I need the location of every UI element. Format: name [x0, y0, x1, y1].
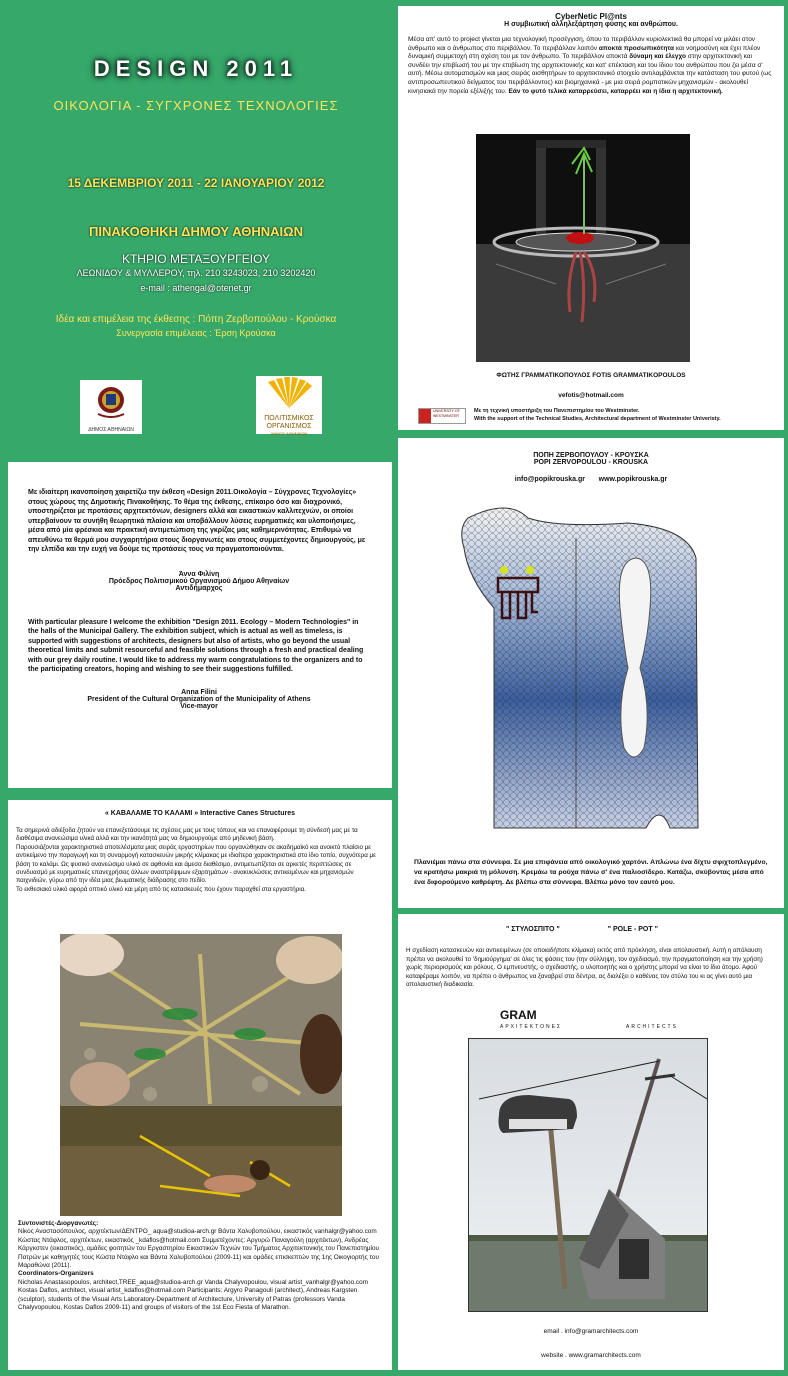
welcome-greek: Με ιδιαίτερη ικανοποίηση χαιρετίζω την έκθεση «Design 2011.Οικολογία – Σύγχρονες Τεχνολογίες» στους χώρους της Δημοτικής Πινακοθήκης. Το θέμα της έκθεσης, επίκαιρο όσο και διαχρονικό, υποστηρίζεται με προτάσεις αρχιτεκτόνων, designers αλλά και εικαστικών καλλιτεχνών, οι οποίοι υπερβαίνουν τα συνήθη θεωρητικά πλαίσια και υποβάλλουν λύσεις ευρηματικές και υλοποιήσιμες, μέσα από μία φρέσκια και πρακτική αντιμετώπιση της γκρίζας μας καθημερινότητας. Επιθυμώ να απευθύνω τα θερμά μου συγχαρητήρια στους διοργανωτές και στους συμμετέχοντες δημιουργούς, με την ελπίδα και την ευχή να δούμε τις προτάσεις τους να πραγματοποιούνται.: [28, 489, 366, 553]
pole-title-gr: " ΣΤΥΛΟΣΠΙΤΟ ": [506, 926, 560, 933]
gram-logo: GRAM: [500, 1008, 537, 1022]
cover-subtitle: ΟΙΚΟΛΟΓΙΑ - ΣΥΓΧΡΟΝΕΣ ΤΕΧΝΟΛΟΓΙΕΣ: [53, 98, 339, 113]
logo2-line1: ΠΟΛΙΤΙΣΜΙΚΟΣ: [264, 415, 314, 422]
cyber-p3-bold: Εάν το φυτό τελικά καταρρεύσει, καταρρέει και η ίδια η αρχιτεκτονική.: [508, 87, 723, 95]
cyber-p2: και νοημοσύνη και έχει πλέον δυναμική συμμετοχή στη σχέση του με τον άνθρωπο. Το περιβάλλον αποκτά: [408, 44, 761, 61]
logo1-caption: ΔΗΜΟΣ ΑΘΗΝΑΙΩΝ: [88, 427, 134, 433]
cyber-author: ΦΩΤΗΣ ΓΡΑΜΜΑΤΙΚΟΠΟΥΛΟΣ FOTIS GRAMMATIKOPOULOS: [496, 372, 686, 379]
pole-pot-panel: [398, 914, 784, 1370]
canes-p2: Παρουσιάζονται χαρακτηριστικά αποτελέσματα μιας σειράς εργαστηρίων που οργανώθηκαν σε ακαδημαϊκό και ανοικτό πλαίσιο με αντικείμενο την παραγωγή και τη συναρμογή κατασκευών μικρής κλίμακας με ιδιαίτερα χαρακτηριστικά στο ίδιο τοπίο, συχνότερα με βάση το καλάμι. Ως φυσικό ανανεώσιμο υλικό σε αφθονία και άμεσα διαθέσιμο, αντιμετωπίζεται σε αρκετές περιπτώσεις σε συνδυασμό με ευρηματικές επανεχρήσεις άλλων αναστρέψιμων εξαρτημάτων - ανακυκλώσεις αντικειμένων και μηχανισμών παιχνιδιών, γύρω από την ιδέα μιας βιωματικής διάδρασης στο πεδίο.: [16, 843, 376, 885]
welcome-sig-gr-title: Πρόεδρος Πολιτισμικού Οργανισμού Δήμου Αθηναίων: [108, 577, 290, 585]
cyber-email: vefotis@hotmail.com: [558, 392, 624, 399]
popi-caption: Πλανιέμαι πάνω στα σύννεφα. Σε μια επιφάνεια από οικολογικό χαρτόνι. Απλώνω ένα δίχτυ σφιχτοπλεγμένο, να κρατήσω μακριά τη μόλυνση. Κρεμάω τα ρούχα πάνω σ' ένα παλιοσίδερο. Κατάζω, σκύβοντας μέσα από ένα διφορούμενο καθρέφτη. Δε βλέπω στα σύννεφα. Βλέπω μόνο τον εαυτό μου.: [414, 859, 768, 886]
logo2-line2: ΟΡΓΑΝΙΣΜΟΣ: [266, 423, 312, 430]
cyber-title: CyberNetic Pl@nts: [555, 12, 627, 21]
sun-fan-icon: [256, 376, 322, 410]
popi-email: info@popikrouska.gr: [514, 476, 585, 483]
canes-org-gr: Νίκος Αναστασόπουλος, αρχιτέκτων/ΔΕΝΤΡΟ_ aqua@studioa-arch.gr Βάντα Χαλυβοπούλου, εικαστικός vanhalgr@yahoo.com Κώστας Ντάφλος, αρχιτέκτων, εικαστικός _kdaflos@hotmail.com Συμμετέχοντες: Αργυρώ Παναγούλη (αρχιτέκτων), Ανδρέας Κάργκστεν (εικαστικός), ομάδες φοιτητών του Εργαστηρίου Εικαστικών Τεχνών του Τμήματος Αρχιτεκτονικής του Πανεπιστημίου Πατρών με καθηγητές τους Κώστα Ντάφλο και Βάντα Χαλυβοπούλου (2009-11) και ομάδες επισκεπτών της 1ης Οικογιορτής του Μαραθώνα (2011).: [18, 1228, 380, 1270]
canes-org-gr-heading: Συντονιστές-Διοργανωτές:: [18, 1220, 99, 1227]
cover-venue: ΠΙΝΑΚΟΘΗΚΗ ΔΗΜΟΥ ΑΘΗΝΑΙΩΝ: [89, 224, 303, 239]
cyber-support-gr: Με τη τεχνική υποστήριξη του Πανεπιστημίου του Westminster.: [474, 408, 640, 414]
logo2-line3: ΔΗΜΟΥ ΑΘΗΝΑΙΩΝ: [270, 431, 308, 436]
welcome-sig-gr-role: Αντιδήμαρχος: [175, 584, 223, 592]
cover-title: DESIGN 2011: [93, 56, 299, 81]
welcome-sig-gr-name: Άννα Φιλίνη: [178, 570, 220, 578]
pole-web: website . www.gramarchitects.com: [541, 1352, 641, 1359]
pole-text: Η σχεδίαση κατασκευών και αντικειμένων (σε οποιαδήποτε κλίμακα) εκτός από πρόκληση, είναι απολαυστική. Αυτή η απόλαυση πρέπει να ακολουθεί το 'δημιούργημα' σε όλες τις φάσεις του (την σύλληψη, τον σχεδιασμό, την πραγματοποίηση και την χρήση) χωρίς περιορισμούς και ρόλους. Ο εμπνευστής, ο σχεδιαστής, ο υλοποιητής και ο χρήστης μπορεί να είναι το ίδιο άτομο. Αφού καταφέραμε λοιπόν, να πρέπει ο άνθρωπος να ξαναβρεί στα δέντρα, ας διαλέξει ο καθένας τον στύλο του κι ας γίνει αυτό μια απολαυστική διαδικασία.: [406, 947, 763, 989]
pole-titles: [398, 926, 784, 933]
popi-panel: [398, 438, 784, 908]
cyber-render-image: [476, 134, 690, 362]
pole-email: email . info@gramarchitects.com: [543, 1328, 639, 1335]
athens-municipality-logo: [80, 380, 142, 434]
cyber-p2-bold: δύναμη και έλεγχο: [629, 53, 687, 61]
westminster-logo: [418, 408, 466, 424]
cyber-support-en: With the support of the Technical Studies, Architectural department of Westminster Univeristy.: [474, 416, 721, 422]
cyber-p1-bold: αποκτά προσωπικότητα: [598, 44, 675, 52]
cyber-p1: Μέσα απ' αυτό το project γίνεται μια τεχνολογική προσέγγιση, όπου το περιβάλλον κυριολεκτικά θα μπορεί να μιλάει στον άνθρωπο και ο άνθρωπος στο περιβάλλον. Το περιβάλλον λοιπόν: [408, 36, 756, 52]
pole-title-en: " POLE - POT ": [607, 926, 658, 933]
cyber-subtitle: Η συμβιωτική αλληλεξάρτηση φύσης και ανθρώπου.: [504, 21, 678, 28]
popi-name-en: POPI ZERVOPOULOU - KROUSKA: [533, 459, 649, 466]
cyber-p3: στην αρχιτεκτονική και συνδέει την επιβίωσή του με την επιβίωση της αρχιτεκτονικής και κατ' επέκταση και του ίδιου του ανθρώπου που ζει μέσα σ' αυτή. Μέσω αυτοματισμών και μιας σειράς αισθητήρων το αρχιτεκτονικό στοιχείο αντιλαμβάνεται την κατάσταση του φυτού (ως αντιπροσωπευτικού δείγματος του περιβάλλοντος) και βιομηχανικά - με μια σειρά ρομποτικών μηχανισμών - ακολουθεί κινησιακά την πορεία εξέλιξής του.: [408, 53, 772, 95]
cover-email: e-mail : athengal@otenet.gr: [140, 283, 252, 293]
canes-panel: [8, 800, 392, 1370]
canes-title: « ΚΑΒΑΛΑΜΕ ΤΟ ΚΑΛΑΜΙ » Interactive Canes Structures: [104, 810, 296, 817]
welcome-sig-en-role: Vice-mayor: [180, 702, 218, 710]
popi-name-gr: ΠΟΠΗ ΖΕΡΒΟΠΟΥΛΟΥ - ΚΡΟΥΣΚΑ: [533, 452, 649, 459]
cultural-organization-logo: [256, 376, 322, 434]
canes-water-photo: [60, 1106, 342, 1216]
pole-pot-photo: [468, 1038, 708, 1312]
welcome-sig-en-name: Anna Filini: [181, 688, 217, 696]
cover-collab: Συνεργασία επιμέλειας : Έρση Κρούσκα: [116, 328, 276, 338]
westminster-logo-text: UNIVERSITY OF WESTMINSTER: [433, 409, 460, 418]
cover-dates: 15 ΔΕΚΕΜΒΡΙΟΥ 2011 - 22 ΙΑΝΟΥΑΡΙΟΥ 2012: [67, 176, 325, 190]
canes-organizers: [18, 1220, 382, 1312]
cover-panel: [0, 0, 392, 455]
canes-org-en: Nicholas Anastasopoulos, architect,TREE_aqua@studioa-arch.gr Vanda Chalyvopoulou, visual artist_vanhalgr@yahoo.com Kostas Daflos, architect, visual artist_kdaflos@hotmail.com Participants: Argyro Panagouli (architect), Andreas Kargsten (sculptor), students of the Visual Arts Laboratory-Department of Architecture, University of Patras (professors Vanda Chalyvopoulou, Kostas Daflos 2009-11) and groups of visitors of the 1st Eco Fiesta of Marathon.: [18, 1278, 368, 1312]
cybernetic-plants-panel: [398, 6, 784, 430]
cover-building: ΚΤΗΡΙΟ ΜΕΤΑΞΟΥΡΓΕΙΟΥ: [121, 252, 271, 266]
welcome-sig-en-title: President of the Cultural Organization of the Municipality of Athens: [87, 695, 311, 703]
municipality-emblem-icon: [80, 380, 142, 422]
popi-artwork: [398, 498, 784, 848]
gram-arch-gr: ΑΡΧΙΤΕΚΤΟΝΕΣ: [500, 1024, 563, 1030]
canes-p3: Το εκθεσιακό υλικό αφορά οπτικό υλικό και μέρη από τις κατασκευές που έχουν παραχθεί στα εργαστήρια.: [16, 885, 306, 893]
welcome-english: With particular pleasure I welcome the exhibition "Design 2011. Ecology – Modern Technologies" in the halls of the Municipal Gallery. The exhibition subject, which is actual as well as timeless, is supported with suggestions of architects, designers but also of artists, who go beyond the usual theoretical limits and submit resourceful and feasible solutions through a fresh and practical dealing with our grey daily routine. I would like to address my warm congratulations to the organizers and to the participating creators, hoping and wishing to see their suggestions fulfilled.: [28, 618, 364, 673]
gram-arch-en: ARCHITECTS: [626, 1024, 678, 1030]
cyber-render-graphic: [476, 134, 690, 362]
welcome-panel: [8, 462, 392, 788]
canes-p1: Τα σημερινά αδιέξοδα ζητούν να επανεξετάσουμε τις σχέσεις μας με τους τόπους και να επαναφέρουμε τη σύνδεσή μας με τα διαθέσιμα ανανεώσιμα υλικά αλλά και την ικανότητά μας να δημιουργούμε από μηδενική βάση.: [16, 827, 358, 843]
canes-workshop-photo: [60, 934, 342, 1106]
canes-org-en-heading: Coordinators-Organizers: [18, 1270, 94, 1278]
cover-idea: Ιδέα και επιμέλεια της έκθεσης : Πόπη Ζερβοπούλου - Κρούσκα: [55, 314, 337, 325]
popi-contacts: [398, 476, 784, 483]
cyber-text: [408, 36, 774, 96]
popi-web: www.popikrouska.gr: [598, 476, 668, 483]
cover-address: ΛΕΩΝΙΔΟΥ & ΜΥΛΛΕΡΟΥ, τηλ. 210 3243023, 210 3202420: [76, 268, 316, 278]
